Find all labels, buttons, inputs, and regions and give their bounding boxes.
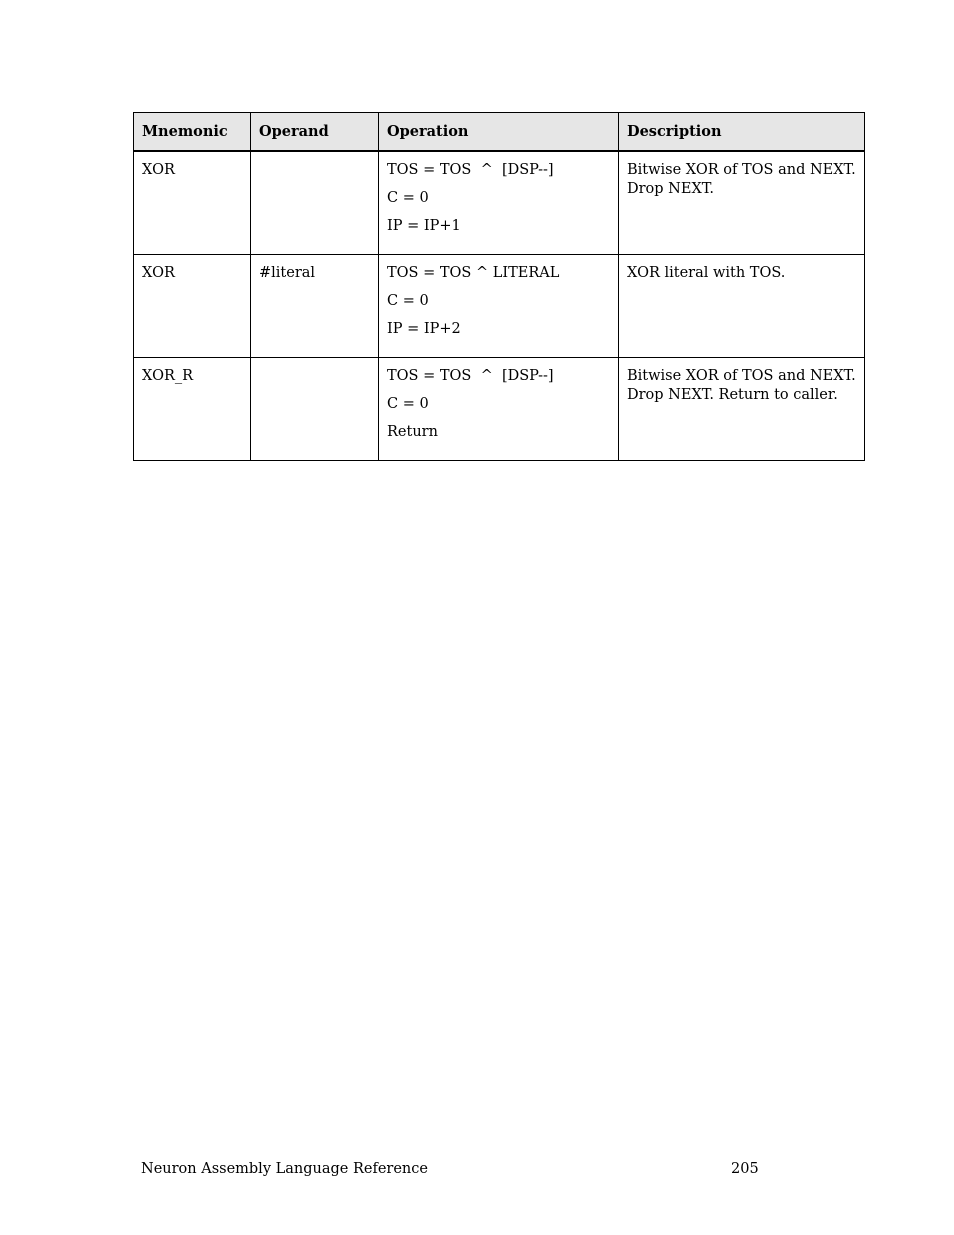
description-text: XOR literal with TOS. xyxy=(627,265,786,281)
operation-line: TOS = TOS ^ [DSP--] xyxy=(387,162,554,178)
cell-operand: #literal xyxy=(251,255,379,358)
operation-line: IP = IP+2 xyxy=(387,321,461,337)
operation-line: Return xyxy=(387,424,438,440)
table-header-row xyxy=(134,113,865,152)
operation-line: C = 0 xyxy=(387,190,429,206)
operation-line: TOS = TOS ^ LITERAL xyxy=(387,265,560,281)
cell-description xyxy=(619,151,865,255)
description-text: Bitwise XOR of TOS and NEXT. Drop NEXT. xyxy=(627,162,856,197)
table-row xyxy=(134,255,865,358)
cell-operation xyxy=(379,151,619,255)
operation-line: TOS = TOS ^ [DSP--] xyxy=(387,368,554,384)
description-text: Bitwise XOR of TOS and NEXT. Drop NEXT. Return to caller. xyxy=(627,368,856,403)
cell-operand xyxy=(251,358,379,461)
cell-description xyxy=(619,255,865,358)
table-row xyxy=(134,358,865,461)
cell-operand xyxy=(251,151,379,255)
footer-document-title: Neuron Assembly Language Reference xyxy=(141,1161,428,1177)
operation-line: C = 0 xyxy=(387,396,429,412)
footer-page-number: 205 xyxy=(731,1161,759,1177)
operation-line: C = 0 xyxy=(387,293,429,309)
cell-description xyxy=(619,358,865,461)
cell-operation xyxy=(379,358,619,461)
cell-mnemonic: XOR_R xyxy=(134,358,251,461)
header-operand: Operand xyxy=(251,113,379,152)
instruction-table xyxy=(133,112,865,461)
cell-mnemonic: XOR xyxy=(134,151,251,255)
header-description: Description xyxy=(619,113,865,152)
cell-operation xyxy=(379,255,619,358)
cell-mnemonic: XOR xyxy=(134,255,251,358)
table-row xyxy=(134,151,865,255)
header-mnemonic: Mnemonic xyxy=(134,113,251,152)
operation-line: IP = IP+1 xyxy=(387,218,461,234)
header-operation: Operation xyxy=(379,113,619,152)
